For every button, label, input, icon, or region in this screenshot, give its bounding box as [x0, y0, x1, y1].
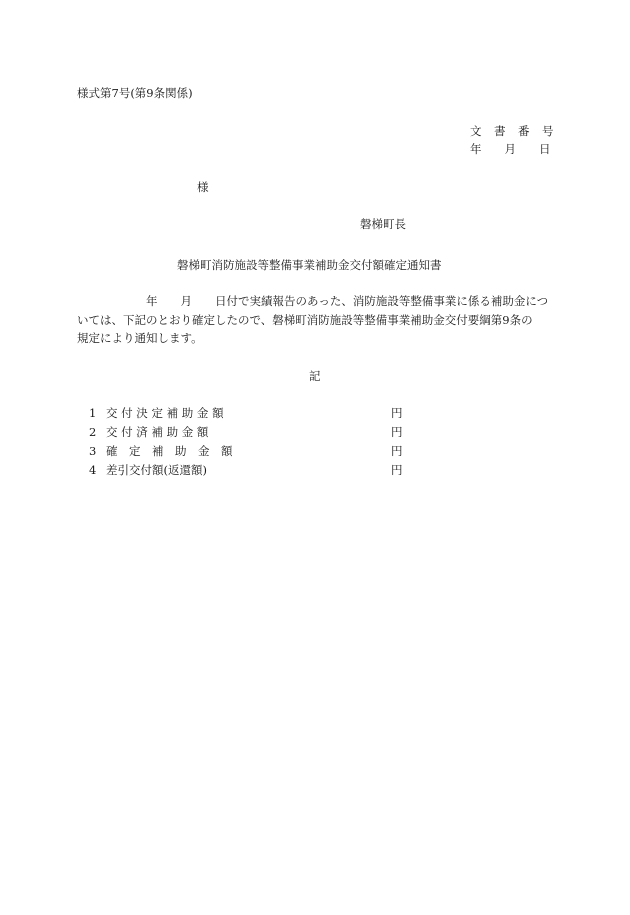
form-number: 様式第7号(第9条関係) — [77, 86, 193, 100]
item-label: 差引交付額(返還額) — [106, 463, 207, 477]
item-number: 2 — [89, 425, 97, 439]
item-label: 確 定 補 助 金 額 — [106, 444, 233, 458]
item-unit: 円 — [391, 425, 403, 439]
item-number: 4 — [89, 463, 97, 477]
record-heading: 記 — [309, 369, 321, 383]
item-unit: 円 — [391, 444, 403, 458]
item-unit: 円 — [391, 463, 403, 477]
amount-item-row — [89, 444, 409, 458]
item-number: 3 — [89, 444, 97, 458]
amount-item-row — [89, 406, 409, 420]
item-number: 1 — [89, 406, 97, 420]
item-label: 交 付 決 定 補 助 金 額 — [106, 406, 224, 420]
body-text-line: いては、下記のとおり確定したので、磐梯町消防施設等整備事業補助金交付要綱第9条の — [77, 313, 533, 327]
document-number-label: 文 書 番 号 — [470, 124, 554, 138]
body-text-line: 規定により通知します。 — [77, 331, 203, 345]
issuer-name: 磐梯町長 — [360, 217, 406, 231]
date-label: 年 月 日 — [470, 142, 551, 156]
amount-item-row — [89, 425, 409, 439]
item-unit: 円 — [391, 406, 403, 420]
addressee-suffix: 様 — [197, 180, 209, 194]
document-title: 磐梯町消防施設等整備事業補助金交付額確定通知書 — [177, 258, 442, 272]
amount-item-row — [89, 463, 409, 477]
body-text-line: 年 月 日付で実績報告のあった、消防施設等整備事業に係る補助金につ — [77, 294, 549, 308]
item-label: 交 付 済 補 助 金 額 — [106, 425, 209, 439]
